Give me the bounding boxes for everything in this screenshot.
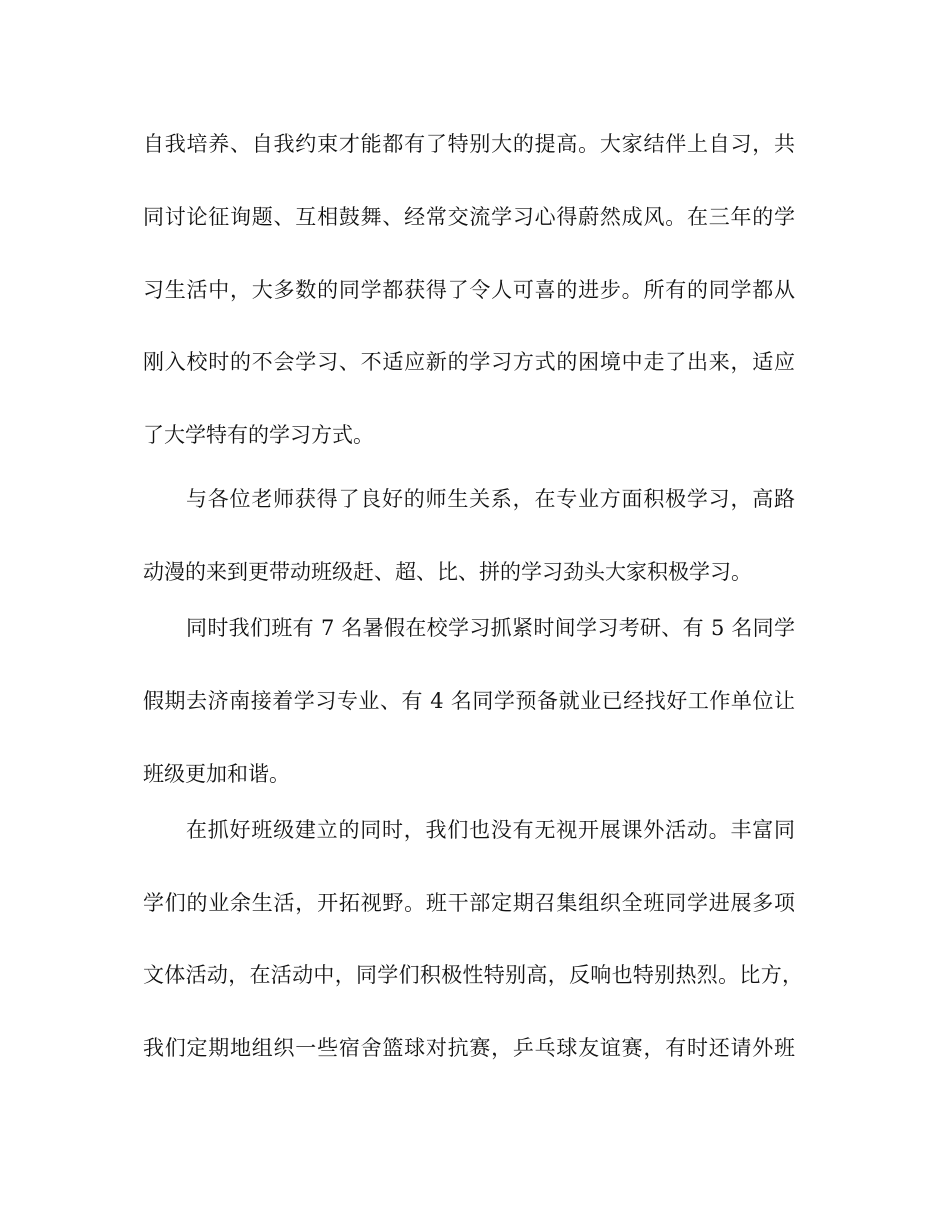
paragraph-first-line: 与各位老师获得了良好的师生关系，在专业方面积极学习，高路 bbox=[186, 487, 795, 511]
text-line: 我们定期地组织一些宿舍篮球对抗赛，乒乓球友谊赛，有时还请外班 bbox=[143, 1036, 795, 1060]
paragraph-first-line: 同时我们班有 7 名暑假在校学习抓紧时间学习考研、有 5 名同学 bbox=[186, 616, 795, 640]
text-line: 了大学特有的学习方式。 bbox=[143, 423, 374, 447]
paragraph-first-line: 在抓好班级建立的同时，我们也没有无视开展课外活动。丰富同 bbox=[186, 818, 795, 842]
text-line: 习生活中，大多数的同学都获得了令人可喜的进步。所有的同学都从 bbox=[143, 278, 795, 302]
text-line: 刚入校时的不会学习、不适应新的学习方式的困境中走了出来，适应 bbox=[143, 350, 795, 374]
text-line: 动漫的来到更带动班级赶、超、比、拼的学习劲头大家积极学习。 bbox=[143, 560, 752, 584]
text-line: 班级更加和谐。 bbox=[143, 762, 290, 786]
text-line: 自我培养、自我约束才能都有了特别大的提高。大家结伴上自习，共 bbox=[143, 132, 795, 156]
text-line: 假期去济南接着学习专业、有 4 名同学预备就业已经找好工作单位让 bbox=[143, 689, 795, 713]
text-line: 文体活动，在活动中，同学们积极性特别高，反响也特别热烈。比方， bbox=[143, 963, 803, 987]
text-line: 同讨论征询题、互相鼓舞、经常交流学习心得蔚然成风。在三年的学 bbox=[143, 205, 795, 229]
text-line: 学们的业余生活，开拓视野。班干部定期召集组织全班同学进展多项 bbox=[143, 891, 795, 915]
